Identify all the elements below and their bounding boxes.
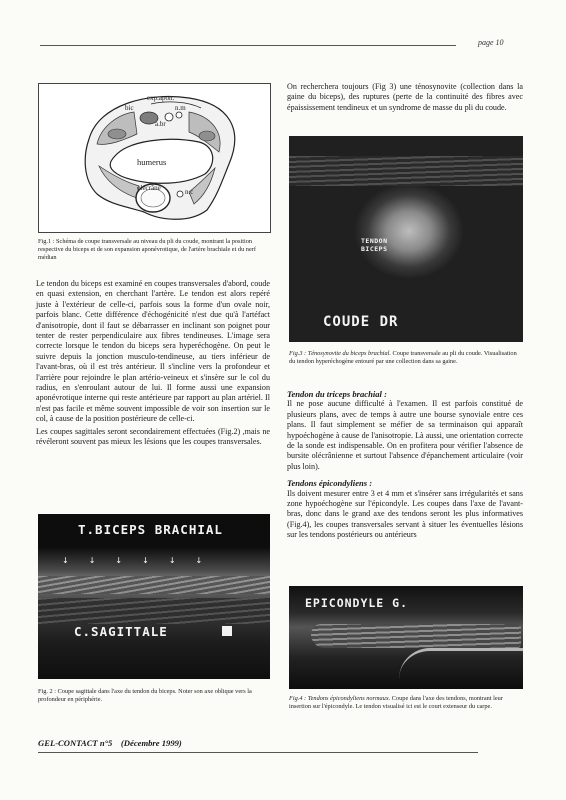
fig4-tendon-band xyxy=(311,624,521,648)
right-paragraph-2: Il ne pose aucune difficulté à l'examen. Il est parfois constitué de plusieurs plans, avec de temps à autre une bourse synoviale entre ces plans. Il faut simplement se méfier de sa terminaison qui apparaît hypoéchogène à cause de l'anisotropie. Là aussi, une orientation correcte de la sonde est indispensable. On en profitera pour vérifier l'absence de bursite olécrânienne et surtout l'absence d'épanchement articulaire (voir plus loin). xyxy=(287,399,523,471)
fig3-upper-texture xyxy=(289,156,523,186)
heading-epicondyliens: Tendons épicondyliens : xyxy=(287,478,373,489)
label-exp-apon: exp.apon. xyxy=(147,94,175,102)
label-n-c: n.c xyxy=(185,188,194,196)
label-humerus: humerus xyxy=(137,157,167,167)
right-column-top-text xyxy=(287,82,523,115)
heading-triceps: Tendon du triceps brachial : xyxy=(287,389,387,399)
fig4-ultrasound-image xyxy=(289,586,523,689)
label-n-m: n.m xyxy=(175,104,186,112)
elbow-cross-section-diagram xyxy=(39,84,270,232)
fig4-caption-body: Coupe dans l'axe des tendons, montrant leur insertion sur l'épicondyle. Le tendon visualisé ici est le court extenseur du carpe. xyxy=(289,695,503,710)
fig2-subtitle: C.SAGITTALE xyxy=(74,624,168,639)
left-column-text xyxy=(36,279,270,450)
fig3-caption-body: Coupe transversale au pli du coude. Visualisation du tendon hyperéchogène entouré par une collection dans sa gaine. xyxy=(289,350,517,365)
fig3-caption-title: Fig.3 : Ténosynovite du biceps brachial. xyxy=(289,350,391,357)
fig2-caption: Fig. 2 : Coupe sagittale dans l'axe du tendon du biceps. Noter son axe oblique vers la profondeur en périphérie. xyxy=(38,688,252,703)
right-column-body-text xyxy=(287,387,523,543)
fig3-ultrasound-image xyxy=(289,136,523,342)
left-paragraph-2: Les coupes sagittales seront secondairement effectuées (Fig.2) ,mais ne révéleront souvent pas mieux les lésions que les coupes transversales. xyxy=(36,426,270,447)
fig3-label-biceps: BICEPS xyxy=(361,245,388,253)
fig4-title: EPICONDYLE G. xyxy=(305,596,409,610)
fig2-fiber-band xyxy=(38,576,270,594)
right-paragraph-3: Ils doivent mesurer entre 3 et 4 mm et s'insérer sans irrégularités et sans zone hypoéchogène sur l'épicondyle. Les coupes dans l'axe de l'avant-bras, donc dans le grand axe des tendons seront les plus informatives (Fig.4), les coupes transversales servant à situer les éventuelles lésions sur les tendons postérieurs ou antérieurs xyxy=(287,488,523,540)
fig2-marker-square xyxy=(222,626,232,636)
fig2-arrow-markers: ↓↓↓↓↓↓ xyxy=(62,556,223,565)
label-bic: bic xyxy=(125,104,134,112)
page-number: page 10 xyxy=(478,38,504,47)
footer-rule xyxy=(38,752,478,753)
fig4-caption xyxy=(289,695,523,711)
fig1-diagram xyxy=(38,83,271,233)
label-a-br: a.br xyxy=(155,120,166,128)
header-rule xyxy=(40,45,456,46)
fig4-bone-contour xyxy=(399,648,523,679)
fig3-label-tendon: TENDON xyxy=(361,237,388,245)
fig3-big-label: COUDE DR xyxy=(323,314,399,330)
footer-journal: GEL-CONTACT n°5 (Décembre 1999) xyxy=(38,738,182,748)
fig1-caption: Fig.1 : Schéma de coupe transversale au niveau du pli du coude, montrant la position respective du biceps et de son expansion aponévrotique, de l'artère brachiale et du nerf médian xyxy=(38,238,256,261)
fig3-caption xyxy=(289,350,523,366)
fig2-lower-band xyxy=(38,598,270,624)
fig2-title: T.BICEPS BRACHIAL xyxy=(78,522,223,537)
left-paragraph-1: Le tendon du biceps est examiné en coupes transversales d'abord, coude en quasi extension, en cherchant l'artère. Le tendon est alors repéré juste à l'extérieur de celle-ci, parfois sous la forme d'un ovale noir, parfois blanc. Cette différence d'échogénicité n'est due qu'à l'artéfact d'anisotropie, dont il faut se débarrasser en inclinant son poignet pour tenter de rester perpendiculaire aux fibres tendineuses. L'image sera correcte lorsque le tendon du biceps sera hyperéchogène. On peut le suivre depuis la jonction musculo-tendineuse, au tiers inférieur de l'avant-bras, où il est très antérieur. Il s'incline vers la profondeur et l'arrière pour rejoindre le plan artério-veineux et s'insère sur le col du radius, en s'enroulant autour de lui. Il forme aussi une expansion aponévrotique interne qui reste antérieure par rapport au plan artériel. Il n'est pas facile et même souvent impossible de voir son insertion sur le col, à cause de la position postérieure de celle-ci. xyxy=(36,279,270,424)
label-olecrane: olécrâne xyxy=(137,184,161,192)
right-paragraph-1: On recherchera toujours (Fig 3) une ténosynovite (collection dans la gaine du biceps), des ruptures (perte de la continuité des fibres avec épaississement tendineux et un syndrome de masse du pli du coude. xyxy=(287,82,523,112)
fig2-ultrasound-image xyxy=(38,514,270,679)
fig4-caption-title: Fig.4 : Tendons épicondyliens normaux. xyxy=(289,695,391,702)
